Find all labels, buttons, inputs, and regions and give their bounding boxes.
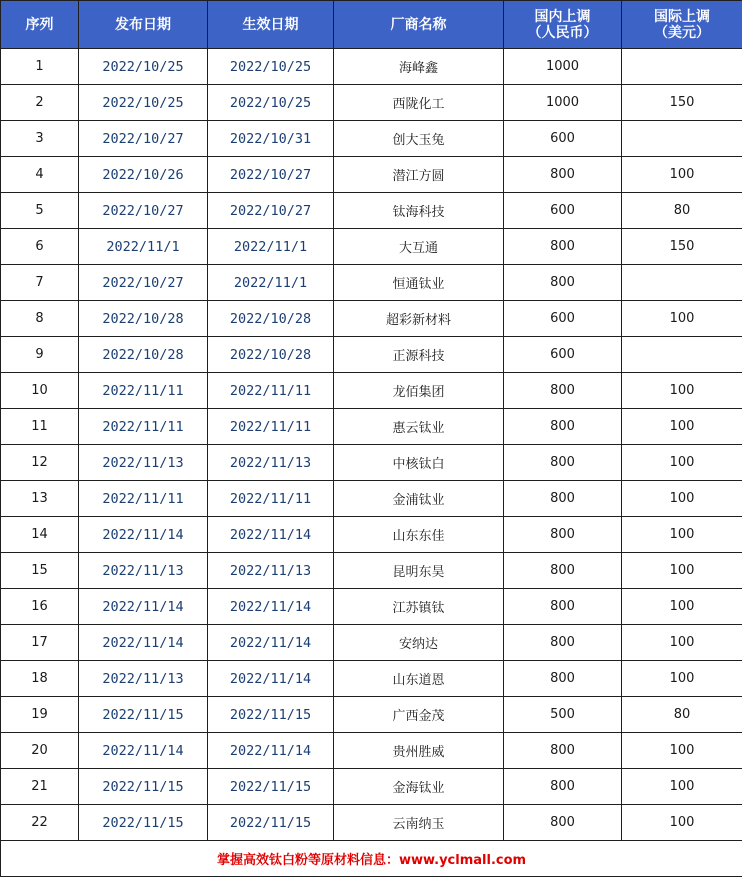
cell-domestic-increase: 800 [504, 409, 622, 445]
header-vendor: 厂商名称 [334, 1, 504, 49]
cell-effective-date: 2022/11/15 [208, 697, 334, 733]
cell-domestic-increase: 800 [504, 625, 622, 661]
cell-effective-date: 2022/11/14 [208, 517, 334, 553]
cell-effective-date: 2022/10/25 [208, 49, 334, 85]
cell-effective-date: 2022/11/15 [208, 805, 334, 841]
cell-domestic-increase: 600 [504, 121, 622, 157]
cell-domestic-increase: 800 [504, 553, 622, 589]
table-row [1, 49, 742, 85]
table-row [1, 481, 742, 517]
cell-seq: 14 [1, 517, 79, 553]
cell-vendor: 山东道恩 [334, 661, 504, 697]
table-row [1, 193, 742, 229]
cell-international-increase: 100 [622, 517, 742, 553]
cell-publish-date: 2022/11/15 [79, 697, 208, 733]
cell-seq: 6 [1, 229, 79, 265]
cell-international-increase: 100 [622, 481, 742, 517]
cell-effective-date: 2022/10/28 [208, 301, 334, 337]
cell-international-increase [622, 337, 742, 373]
cell-vendor: 江苏镇钛 [334, 589, 504, 625]
cell-international-increase: 100 [622, 373, 742, 409]
cell-publish-date: 2022/11/15 [79, 805, 208, 841]
cell-domestic-increase: 1000 [504, 85, 622, 121]
table-row [1, 337, 742, 373]
header-domestic-line1: 国内上调 [534, 8, 591, 25]
table-row [1, 553, 742, 589]
footer-source-note: 掌握高效钛白粉等原材料信息：www.yclmall.com [1, 841, 742, 877]
cell-domestic-increase: 800 [504, 733, 622, 769]
cell-seq: 11 [1, 409, 79, 445]
header-domestic-line2: （人民币） [527, 24, 598, 41]
cell-effective-date: 2022/11/13 [208, 553, 334, 589]
cell-international-increase: 100 [622, 553, 742, 589]
cell-publish-date: 2022/11/11 [79, 409, 208, 445]
cell-vendor: 云南纳玉 [334, 805, 504, 841]
cell-international-increase: 100 [622, 409, 742, 445]
header-publish-date: 发布日期 [79, 1, 208, 49]
header-domestic-increase [504, 1, 622, 49]
cell-vendor: 恒通钛业 [334, 265, 504, 301]
table-row [1, 229, 742, 265]
cell-domestic-increase: 800 [504, 229, 622, 265]
cell-effective-date: 2022/11/1 [208, 265, 334, 301]
cell-publish-date: 2022/10/28 [79, 301, 208, 337]
cell-effective-date: 2022/10/27 [208, 157, 334, 193]
cell-domestic-increase: 600 [504, 337, 622, 373]
header-seq: 序列 [1, 1, 79, 49]
cell-vendor: 海峰鑫 [334, 49, 504, 85]
cell-international-increase [622, 265, 742, 301]
cell-publish-date: 2022/11/14 [79, 733, 208, 769]
table-body [1, 49, 742, 841]
cell-vendor: 龙佰集团 [334, 373, 504, 409]
cell-seq: 8 [1, 301, 79, 337]
cell-publish-date: 2022/11/11 [79, 373, 208, 409]
table-row [1, 697, 742, 733]
cell-effective-date: 2022/11/11 [208, 373, 334, 409]
cell-international-increase [622, 49, 742, 85]
cell-international-increase: 150 [622, 85, 742, 121]
table-row [1, 121, 742, 157]
cell-effective-date: 2022/11/11 [208, 481, 334, 517]
header-international-line1: 国际上调 [654, 8, 710, 25]
table-row [1, 625, 742, 661]
table-row [1, 589, 742, 625]
cell-effective-date: 2022/10/31 [208, 121, 334, 157]
cell-domestic-increase: 800 [504, 517, 622, 553]
cell-domestic-increase: 800 [504, 157, 622, 193]
cell-publish-date: 2022/10/28 [79, 337, 208, 373]
table-row [1, 373, 742, 409]
cell-vendor: 广西金茂 [334, 697, 504, 733]
table-row [1, 769, 742, 805]
cell-effective-date: 2022/11/14 [208, 661, 334, 697]
header-international-increase [622, 1, 742, 49]
cell-publish-date: 2022/11/11 [79, 481, 208, 517]
cell-domestic-increase: 800 [504, 265, 622, 301]
cell-seq: 20 [1, 733, 79, 769]
cell-seq: 21 [1, 769, 79, 805]
cell-seq: 10 [1, 373, 79, 409]
cell-seq: 2 [1, 85, 79, 121]
cell-publish-date: 2022/10/25 [79, 49, 208, 85]
cell-domestic-increase: 800 [504, 805, 622, 841]
cell-international-increase: 100 [622, 661, 742, 697]
cell-effective-date: 2022/11/13 [208, 445, 334, 481]
cell-vendor: 惠云钛业 [334, 409, 504, 445]
table-header-row [1, 1, 742, 49]
cell-vendor: 西陇化工 [334, 85, 504, 121]
cell-international-increase: 100 [622, 589, 742, 625]
cell-international-increase: 100 [622, 625, 742, 661]
cell-effective-date: 2022/10/27 [208, 193, 334, 229]
cell-domestic-increase: 500 [504, 697, 622, 733]
cell-seq: 12 [1, 445, 79, 481]
cell-seq: 7 [1, 265, 79, 301]
table-row [1, 301, 742, 337]
cell-vendor: 金海钛业 [334, 769, 504, 805]
table-row [1, 517, 742, 553]
cell-international-increase: 100 [622, 769, 742, 805]
cell-vendor: 山东东佳 [334, 517, 504, 553]
cell-effective-date: 2022/10/25 [208, 85, 334, 121]
table-row [1, 805, 742, 841]
table-row [1, 85, 742, 121]
cell-seq: 3 [1, 121, 79, 157]
cell-seq: 19 [1, 697, 79, 733]
cell-domestic-increase: 1000 [504, 49, 622, 85]
header-international-line2: （美元） [654, 24, 710, 41]
cell-seq: 16 [1, 589, 79, 625]
cell-seq: 17 [1, 625, 79, 661]
cell-international-increase: 80 [622, 193, 742, 229]
cell-seq: 1 [1, 49, 79, 85]
cell-publish-date: 2022/10/27 [79, 193, 208, 229]
cell-domestic-increase: 800 [504, 589, 622, 625]
cell-international-increase [622, 121, 742, 157]
cell-effective-date: 2022/11/15 [208, 769, 334, 805]
header-effective-date: 生效日期 [208, 1, 334, 49]
cell-vendor: 超彩新材料 [334, 301, 504, 337]
cell-publish-date: 2022/11/14 [79, 625, 208, 661]
cell-domestic-increase: 600 [504, 193, 622, 229]
cell-publish-date: 2022/10/27 [79, 265, 208, 301]
cell-international-increase: 100 [622, 733, 742, 769]
cell-international-increase: 100 [622, 805, 742, 841]
cell-international-increase: 80 [622, 697, 742, 733]
cell-publish-date: 2022/11/13 [79, 553, 208, 589]
cell-vendor: 中核钛白 [334, 445, 504, 481]
cell-international-increase: 100 [622, 157, 742, 193]
cell-vendor: 昆明东昊 [334, 553, 504, 589]
cell-publish-date: 2022/10/27 [79, 121, 208, 157]
cell-effective-date: 2022/11/14 [208, 625, 334, 661]
cell-publish-date: 2022/11/14 [79, 589, 208, 625]
cell-vendor: 大互通 [334, 229, 504, 265]
cell-vendor: 贵州胜威 [334, 733, 504, 769]
cell-domestic-increase: 800 [504, 481, 622, 517]
cell-vendor: 潜江方圆 [334, 157, 504, 193]
cell-publish-date: 2022/11/14 [79, 517, 208, 553]
cell-publish-date: 2022/10/25 [79, 85, 208, 121]
cell-international-increase: 150 [622, 229, 742, 265]
footer-row [1, 841, 742, 877]
cell-international-increase: 100 [622, 445, 742, 481]
cell-domestic-increase: 800 [504, 769, 622, 805]
table-row [1, 445, 742, 481]
cell-publish-date: 2022/11/15 [79, 769, 208, 805]
table-row [1, 265, 742, 301]
cell-seq: 18 [1, 661, 79, 697]
cell-effective-date: 2022/10/28 [208, 337, 334, 373]
cell-vendor: 创大玉兔 [334, 121, 504, 157]
cell-vendor: 金浦钛业 [334, 481, 504, 517]
table-row [1, 733, 742, 769]
cell-domestic-increase: 800 [504, 661, 622, 697]
cell-seq: 15 [1, 553, 79, 589]
cell-publish-date: 2022/11/13 [79, 445, 208, 481]
cell-effective-date: 2022/11/14 [208, 733, 334, 769]
cell-publish-date: 2022/11/13 [79, 661, 208, 697]
table-row [1, 157, 742, 193]
cell-seq: 4 [1, 157, 79, 193]
cell-effective-date: 2022/11/11 [208, 409, 334, 445]
cell-domestic-increase: 800 [504, 373, 622, 409]
cell-domestic-increase: 600 [504, 301, 622, 337]
table-row [1, 661, 742, 697]
cell-seq: 22 [1, 805, 79, 841]
cell-seq: 13 [1, 481, 79, 517]
cell-international-increase: 100 [622, 301, 742, 337]
cell-vendor: 钛海科技 [334, 193, 504, 229]
cell-effective-date: 2022/11/1 [208, 229, 334, 265]
cell-publish-date: 2022/11/1 [79, 229, 208, 265]
cell-vendor: 安纳达 [334, 625, 504, 661]
cell-vendor: 正源科技 [334, 337, 504, 373]
cell-publish-date: 2022/10/26 [79, 157, 208, 193]
cell-seq: 5 [1, 193, 79, 229]
cell-domestic-increase: 800 [504, 445, 622, 481]
cell-effective-date: 2022/11/14 [208, 589, 334, 625]
table-row [1, 409, 742, 445]
cell-seq: 9 [1, 337, 79, 373]
